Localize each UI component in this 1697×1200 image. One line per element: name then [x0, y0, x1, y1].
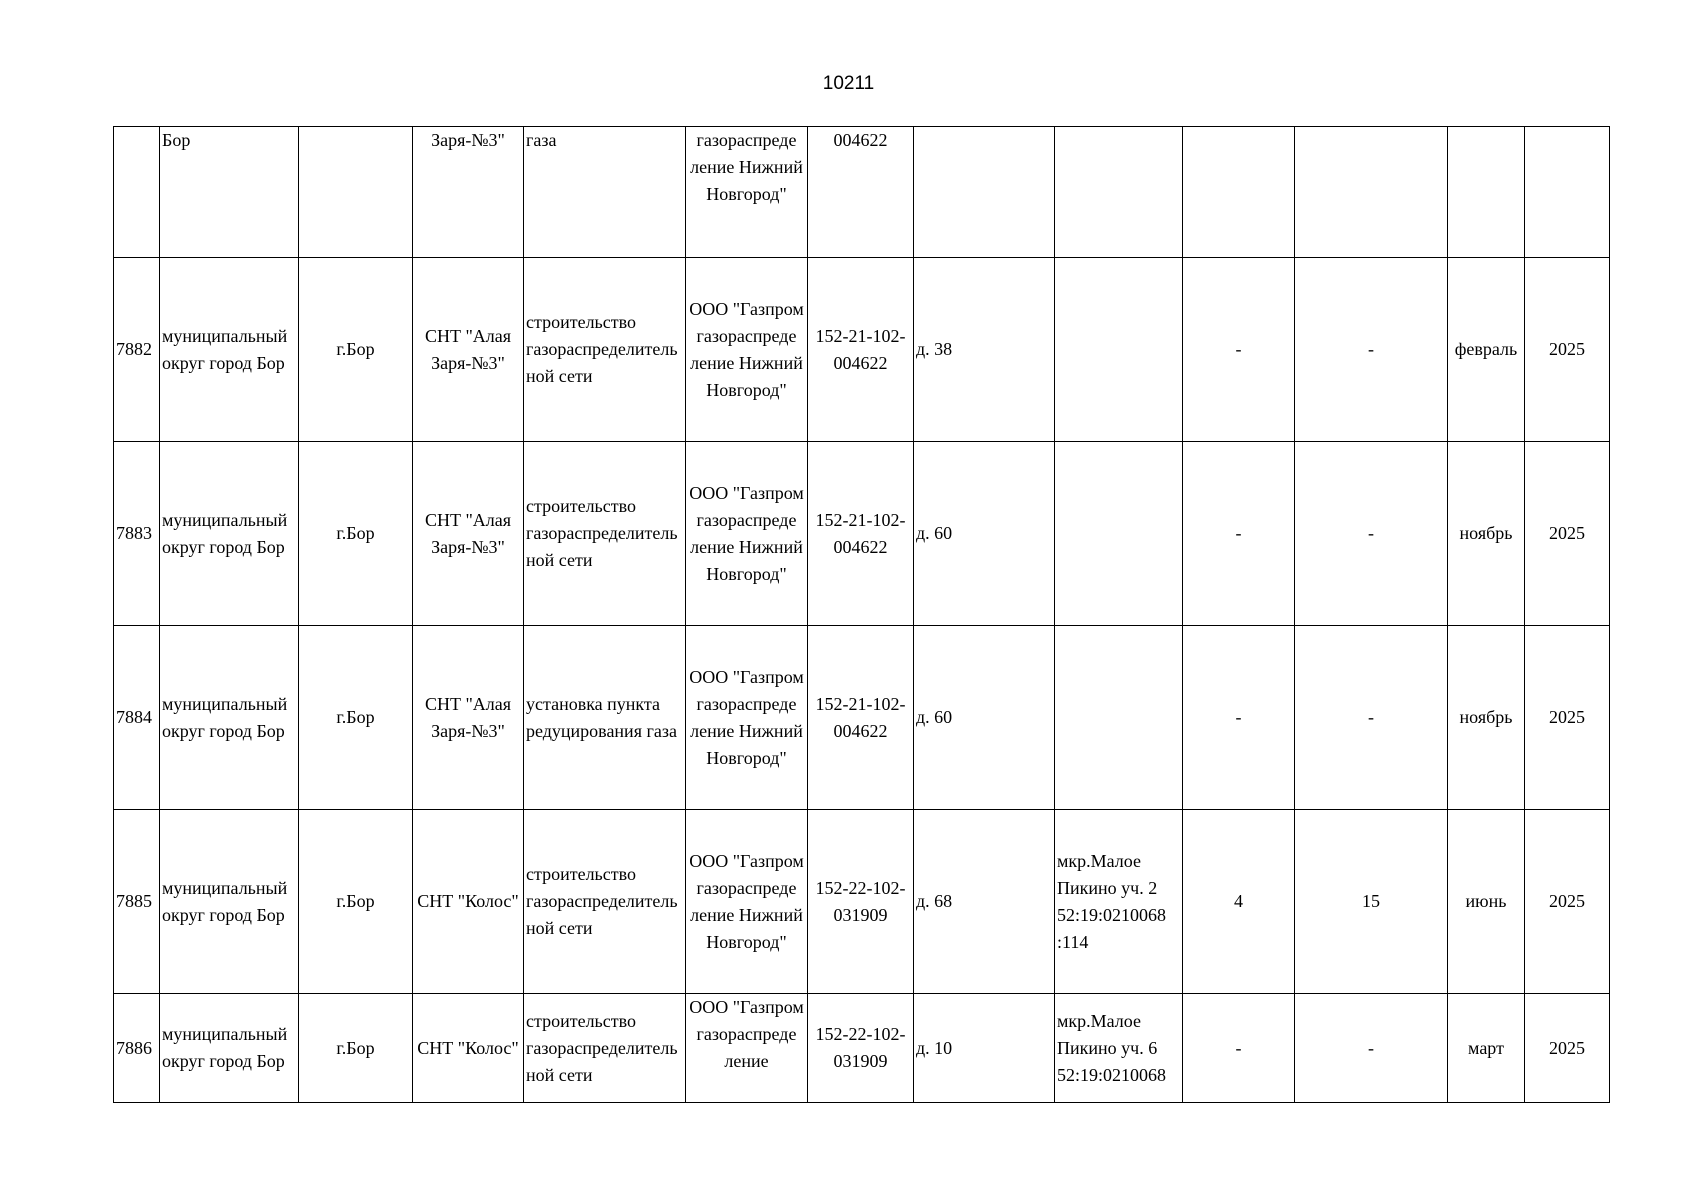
address-cell: д. 38 [914, 258, 1055, 442]
value-2-cell: - [1295, 442, 1448, 626]
work-cell: установка пункта редуцирования газа [524, 626, 686, 810]
table-row [114, 258, 1610, 442]
program-number-cell: 152-22-102-031909 [808, 994, 914, 1103]
object-cell: СНТ "Алая Заря-№3" [413, 626, 524, 810]
page-number: 10211 [822, 73, 875, 94]
year-cell: 2025 [1525, 994, 1610, 1103]
program-number-cell: 004622 [808, 127, 914, 258]
object-cell: СНТ "Колос" [413, 810, 524, 994]
month-cell: февраль [1448, 258, 1525, 442]
value-2-cell: - [1295, 626, 1448, 810]
cadastral-cell [1055, 127, 1183, 258]
organization-cell: ООО "Газпром газораспреде ление Нижний Новгород" [686, 626, 808, 810]
object-cell: СНТ "Колос" [413, 994, 524, 1103]
row-number-cell: 7885 [114, 810, 160, 994]
work-cell: газа [524, 127, 686, 258]
municipality-cell: муниципальный округ город Бор [160, 442, 299, 626]
municipality-cell: Бор [160, 127, 299, 258]
address-cell: д. 60 [914, 442, 1055, 626]
organization-cell: ООО "Газпром газораспреде ление [686, 994, 808, 1103]
month-cell: ноябрь [1448, 442, 1525, 626]
month-cell: март [1448, 994, 1525, 1103]
row-number-cell [114, 127, 160, 258]
organization-cell: газораспреде ление Нижний Новгород" [686, 127, 808, 258]
program-number-cell: 152-21-102-004622 [808, 258, 914, 442]
settlement-cell: г.Бор [299, 994, 413, 1103]
cadastral-cell: мкр.Малое Пикино уч. 2 52:19:0210068 :114 [1055, 810, 1183, 994]
value-1-cell: - [1183, 626, 1295, 810]
program-number-cell: 152-21-102-004622 [808, 442, 914, 626]
settlement-cell [299, 127, 413, 258]
table-row [114, 994, 1610, 1103]
table-row [114, 127, 1610, 258]
year-cell: 2025 [1525, 258, 1610, 442]
address-cell: д. 60 [914, 626, 1055, 810]
object-cell: СНТ "Алая Заря-№3" [413, 442, 524, 626]
municipality-cell: муниципальный округ город Бор [160, 810, 299, 994]
program-number-cell: 152-22-102-031909 [808, 810, 914, 994]
year-cell: 2025 [1525, 442, 1610, 626]
object-cell: СНТ "Алая Заря-№3" [413, 258, 524, 442]
municipality-cell: муниципальный округ город Бор [160, 994, 299, 1103]
month-cell: июнь [1448, 810, 1525, 994]
settlement-cell: г.Бор [299, 810, 413, 994]
value-2-cell: 15 [1295, 810, 1448, 994]
value-2-cell: - [1295, 258, 1448, 442]
municipality-cell: муниципальный округ город Бор [160, 258, 299, 442]
address-cell [914, 127, 1055, 258]
address-cell: д. 10 [914, 994, 1055, 1103]
row-number-cell: 7886 [114, 994, 160, 1103]
organization-cell: ООО "Газпром газораспреде ление Нижний Новгород" [686, 810, 808, 994]
month-cell: ноябрь [1448, 626, 1525, 810]
work-cell: строительство газораспределительной сети [524, 810, 686, 994]
year-cell: 2025 [1525, 810, 1610, 994]
work-cell: строительство газораспределительной сети [524, 442, 686, 626]
value-1-cell [1183, 127, 1295, 258]
cadastral-cell [1055, 258, 1183, 442]
row-number-cell: 7883 [114, 442, 160, 626]
cadastral-cell [1055, 442, 1183, 626]
value-1-cell: - [1183, 994, 1295, 1103]
table-row [114, 626, 1610, 810]
row-number-cell: 7882 [114, 258, 160, 442]
value-2-cell: - [1295, 994, 1448, 1103]
value-2-cell [1295, 127, 1448, 258]
work-cell: строительство газораспределительной сети [524, 258, 686, 442]
organization-cell: ООО "Газпром газораспреде ление Нижний Новгород" [686, 442, 808, 626]
register-table [113, 126, 1610, 1103]
organization-cell: ООО "Газпром газораспреде ление Нижний Новгород" [686, 258, 808, 442]
settlement-cell: г.Бор [299, 626, 413, 810]
value-1-cell: 4 [1183, 810, 1295, 994]
settlement-cell: г.Бор [299, 258, 413, 442]
month-cell [1448, 127, 1525, 258]
work-cell: строительство газораспределительной сети [524, 994, 686, 1103]
program-number-cell: 152-21-102-004622 [808, 626, 914, 810]
year-cell: 2025 [1525, 626, 1610, 810]
cadastral-cell [1055, 626, 1183, 810]
table-row [114, 442, 1610, 626]
address-cell: д. 68 [914, 810, 1055, 994]
cadastral-cell: мкр.Малое Пикино уч. 6 52:19:0210068 [1055, 994, 1183, 1103]
row-number-cell: 7884 [114, 626, 160, 810]
object-cell: Заря-№3" [413, 127, 524, 258]
table-row [114, 810, 1610, 994]
year-cell [1525, 127, 1610, 258]
settlement-cell: г.Бор [299, 442, 413, 626]
municipality-cell: муниципальный округ город Бор [160, 626, 299, 810]
value-1-cell: - [1183, 258, 1295, 442]
value-1-cell: - [1183, 442, 1295, 626]
